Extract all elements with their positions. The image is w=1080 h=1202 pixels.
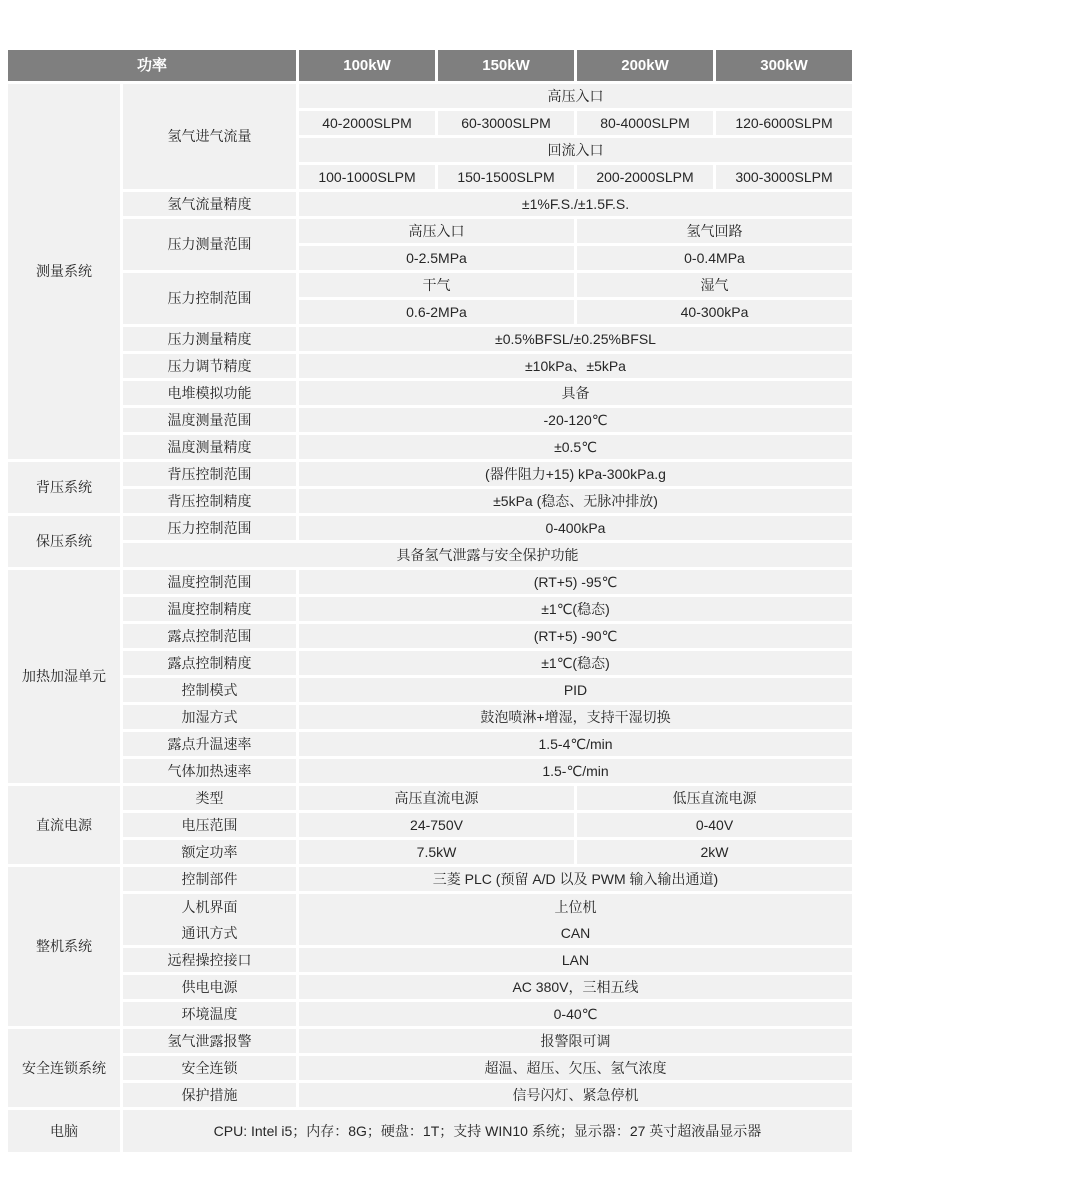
param-dewpoint-ramp-rate: 露点升温速率 (123, 732, 299, 759)
param-pressure-measure-accuracy: 压力测量精度 (123, 327, 299, 354)
value-flow-100kw: 40-2000SLPM (299, 111, 438, 138)
param-rated-power: 额定功率 (123, 840, 299, 867)
param-humidification-method: 加湿方式 (123, 705, 299, 732)
value-hold-pressure-control-range: 0-400kPa (299, 516, 855, 543)
value-pressure-measure-accuracy: ±0.5%BFSL/±0.25%BFSL (299, 327, 855, 354)
value-temp-measure-range: -20-120℃ (299, 408, 855, 435)
param-control-mode: 控制模式 (123, 678, 299, 705)
value-h2-leak-safety-feature: 具备氢气泄露与安全保护功能 (123, 543, 855, 570)
param-hmi: 人机界面 (123, 894, 299, 921)
section-label-heating-humidification-unit: 加热加湿单元 (8, 570, 123, 786)
param-dc-type: 类型 (123, 786, 299, 813)
value-communication: CAN (299, 921, 855, 948)
param-safety-interlock: 安全连锁 (123, 1056, 299, 1083)
value-control-mode: PID (299, 678, 855, 705)
value-remote-interface: LAN (299, 948, 855, 975)
value-stack-simulation: 具备 (299, 381, 855, 408)
param-pressure-adjust-accuracy: 压力调节精度 (123, 354, 299, 381)
value-gas-heating-rate: 1.5-℃/min (299, 759, 855, 786)
value-pcr-left-subheader: 干气 (299, 273, 577, 300)
param-remote-interface: 远程操控接口 (123, 948, 299, 975)
param-dewpoint-control-accuracy: 露点控制精度 (123, 651, 299, 678)
section-label-back-pressure-system: 背压系统 (8, 462, 123, 516)
param-backpressure-control-accuracy: 背压控制精度 (123, 489, 299, 516)
value-return-flow-200kw: 200-2000SLPM (577, 165, 716, 192)
value-h2-flow-accuracy: ±1%F.S./±1.5F.S. (299, 192, 855, 219)
value-return-flow-100kw: 100-1000SLPM (299, 165, 438, 192)
param-gas-heating-rate: 气体加热速率 (123, 759, 299, 786)
param-stack-simulation: 电堆模拟功能 (123, 381, 299, 408)
param-backpressure-control-range: 背压控制范围 (123, 462, 299, 489)
param-h2-leak-alarm: 氢气泄露报警 (123, 1029, 299, 1056)
header-col-200kw: 200kW (577, 50, 716, 84)
value-pmr-left-range: 0-2.5MPa (299, 246, 577, 273)
param-temp-measure-accuracy: 温度测量精度 (123, 435, 299, 462)
param-voltage-range: 电压范围 (123, 813, 299, 840)
value-backpressure-control-range: (器件阻力+15) kPa-300kPa.g (299, 462, 855, 489)
value-voltage-range-high: 24-750V (299, 813, 577, 840)
value-pressure-adjust-accuracy: ±10kPa、±5kPa (299, 354, 855, 381)
param-pressure-measure-range: 压力测量范围 (123, 219, 299, 273)
value-ambient-temp: 0-40℃ (299, 1002, 855, 1029)
section-label-dc-power: 直流电源 (8, 786, 123, 867)
param-communication: 通讯方式 (123, 921, 299, 948)
value-hp-inlet-subheader: 高压入口 (299, 84, 855, 111)
value-flow-200kw: 80-4000SLPM (577, 111, 716, 138)
param-temp-measure-range: 温度测量范围 (123, 408, 299, 435)
param-ambient-temp: 环境温度 (123, 1002, 299, 1029)
value-return-flow-150kw: 150-1500SLPM (438, 165, 577, 192)
value-power-supply: AC 380V，三相五线 (299, 975, 855, 1002)
param-power-supply: 供电电源 (123, 975, 299, 1002)
spec-table (8, 50, 855, 1155)
value-flow-150kw: 60-3000SLPM (438, 111, 577, 138)
value-protection-measures: 信号闪灯、紧急停机 (299, 1083, 855, 1110)
param-h2-inlet-flow: 氢气进气流量 (123, 84, 299, 192)
value-pmr-left-subheader: 高压入口 (299, 219, 577, 246)
param-h2-flow-accuracy: 氢气流量精度 (123, 192, 299, 219)
param-temp-control-accuracy: 温度控制精度 (123, 597, 299, 624)
value-humidification-method: 鼓泡喷淋+增湿，支持干湿切换 (299, 705, 855, 732)
value-control-component: 三菱 PLC (预留 A/D 以及 PWM 输入输出通道) (299, 867, 855, 894)
value-pcr-right-subheader: 湿气 (577, 273, 855, 300)
value-return-inlet-subheader: 回流入口 (299, 138, 855, 165)
value-pcr-left-range: 0.6-2MPa (299, 300, 577, 327)
param-protection-measures: 保护措施 (123, 1083, 299, 1110)
header-col-150kw: 150kW (438, 50, 577, 84)
value-dewpoint-control-accuracy: ±1℃(稳态) (299, 651, 855, 678)
section-label-pressure-hold-system: 保压系统 (8, 516, 123, 570)
value-temp-measure-accuracy: ±0.5℃ (299, 435, 855, 462)
value-dewpoint-ramp-rate: 1.5-4℃/min (299, 732, 855, 759)
value-return-flow-300kw: 300-3000SLPM (716, 165, 855, 192)
value-dewpoint-control-range: (RT+5) -90℃ (299, 624, 855, 651)
header-col-100kw: 100kW (299, 50, 438, 84)
section-label-whole-machine-system: 整机系统 (8, 867, 123, 1029)
param-pressure-control-range: 压力控制范围 (123, 273, 299, 327)
value-hmi: 上位机 (299, 894, 855, 921)
value-rated-power-low: 2kW (577, 840, 855, 867)
header-power-label: 功率 (8, 50, 299, 84)
section-label-computer: 电脑 (8, 1110, 123, 1155)
param-temp-control-range: 温度控制范围 (123, 570, 299, 597)
value-safety-interlock: 超温、超压、欠压、氢气浓度 (299, 1056, 855, 1083)
value-temp-control-accuracy: ±1℃(稳态) (299, 597, 855, 624)
param-control-component: 控制部件 (123, 867, 299, 894)
value-dc-type-high: 高压直流电源 (299, 786, 577, 813)
value-rated-power-high: 7.5kW (299, 840, 577, 867)
value-pmr-right-range: 0-0.4MPa (577, 246, 855, 273)
value-temp-control-range: (RT+5) -95℃ (299, 570, 855, 597)
value-flow-300kw: 120-6000SLPM (716, 111, 855, 138)
value-computer-spec: CPU: Intel i5；内存：8G；硬盘：1T；支持 WIN10 系统；显示器：27 英寸超液晶显示器 (123, 1110, 855, 1155)
section-label-measurement-system: 测量系统 (8, 84, 123, 462)
value-backpressure-control-accuracy: ±5kPa (稳态、无脉冲排放) (299, 489, 855, 516)
header-col-300kw: 300kW (716, 50, 855, 84)
value-voltage-range-low: 0-40V (577, 813, 855, 840)
param-hold-pressure-control-range: 压力控制范围 (123, 516, 299, 543)
section-label-safety-interlock-system: 安全连锁系统 (8, 1029, 123, 1110)
param-dewpoint-control-range: 露点控制范围 (123, 624, 299, 651)
value-pcr-right-range: 40-300kPa (577, 300, 855, 327)
value-dc-type-low: 低压直流电源 (577, 786, 855, 813)
value-h2-leak-alarm: 报警限可调 (299, 1029, 855, 1056)
value-pmr-right-subheader: 氢气回路 (577, 219, 855, 246)
